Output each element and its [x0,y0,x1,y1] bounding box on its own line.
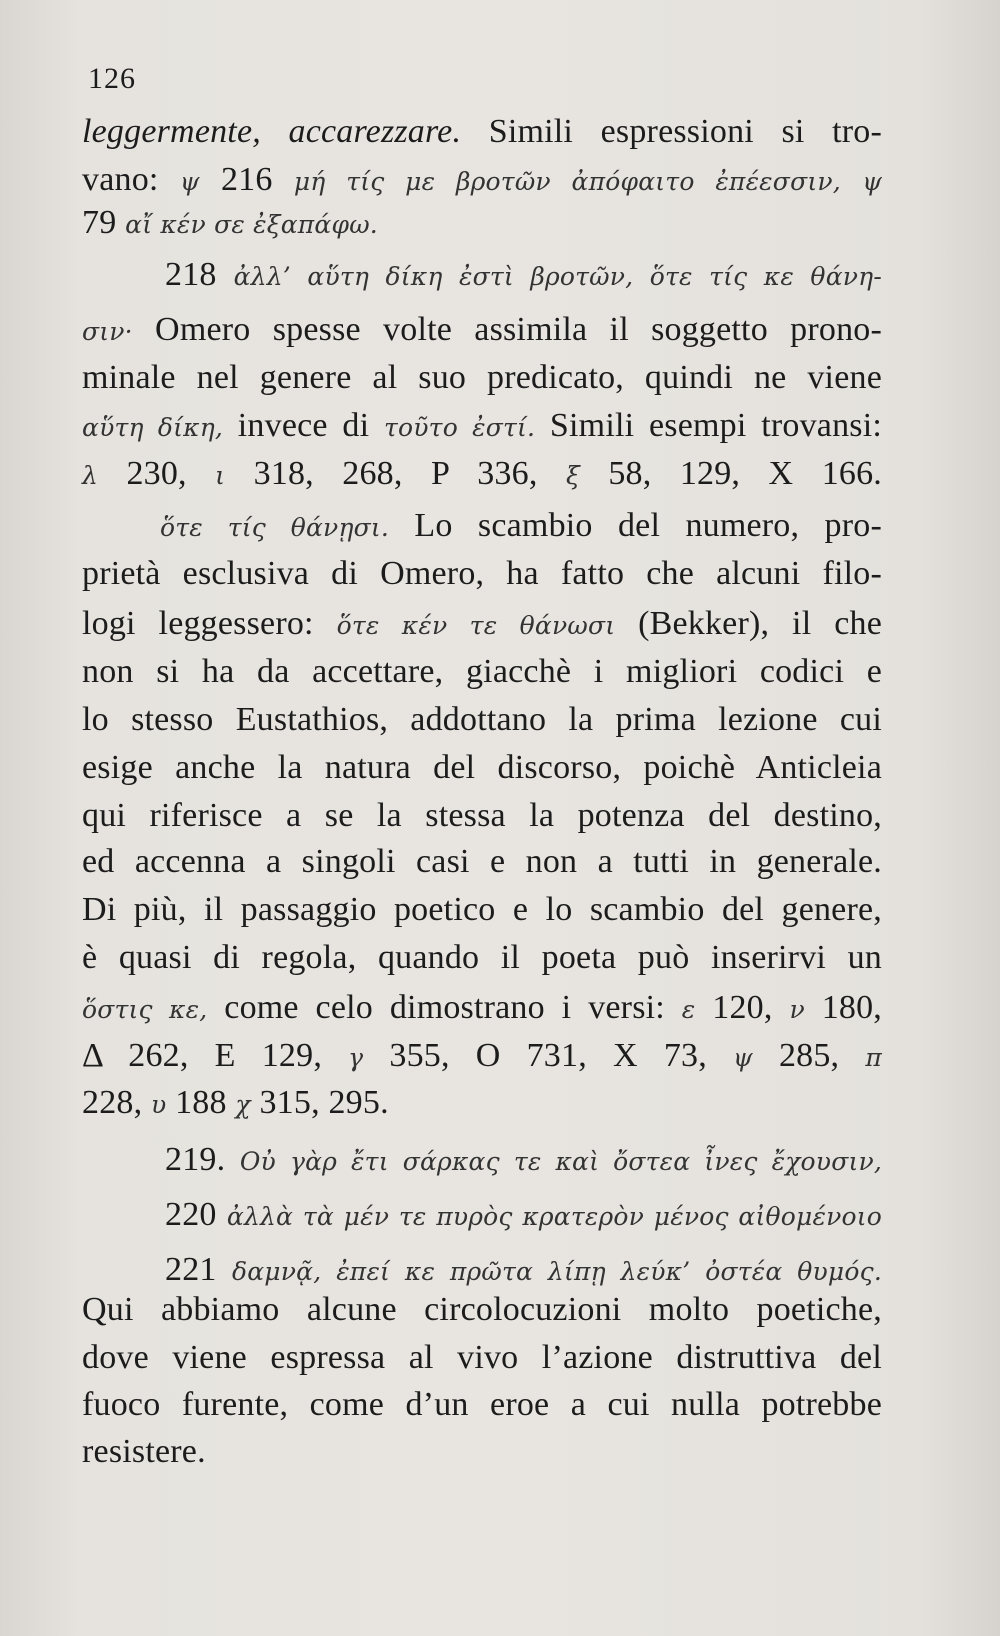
text-line [82,160,882,202]
text-line [82,112,882,152]
text-line [82,1432,882,1472]
text-line [82,938,882,978]
text-segment: 79 [82,204,126,241]
text-line [82,842,882,882]
text-segment: Qui abbiamo alcune circolocuzioni molto poetiche, [82,1291,882,1328]
text-segment: Di più, il passaggio poetico e lo scambio del genere, [82,891,882,928]
italic-text: leggermente, accarezzare. [82,113,462,150]
greek-text: τοῦτο ἐστί. [384,413,536,442]
text-line [82,748,882,788]
text-segment: 228, [82,1084,151,1121]
text-segment: fuoco furente, come d’un eroe a cui nulla potrebbe [82,1386,882,1423]
text-segment: logi leggessero: [82,605,337,642]
text-line [82,1036,882,1078]
greek-text: ὅτε τίς θάνῃσι. [160,513,390,542]
greek-text: π [865,1043,882,1072]
text-segment: Simili esempi trovansi: [535,407,883,444]
greek-text: δαμνᾷ, ἐπεί κε πρῶτα λίπῃ λεύκ’ ὀστέα θυμός. [231,1257,882,1286]
text-segment [841,161,862,198]
greek-text: γ [348,1043,364,1072]
text-line [82,554,882,594]
text-segment: Omero spesse volte assimila il soggetto prono- [132,311,882,348]
text-segment: 315, 295. [250,1084,389,1121]
text-line [165,1250,882,1292]
greek-text: μή τίς με βροτῶν ἀπόφαιτο ἐπέεσσιν, [293,167,841,196]
text-line [82,406,882,448]
greek-text: ἀλλὰ τὰ μέν τε πυρὸς κρατερὸν μένος αἰθομένοιο [226,1202,882,1231]
text-segment: 318, 268, P 336, [225,455,566,492]
text-line [82,890,882,930]
text-segment: Lo scambio del numero, pro- [389,507,882,544]
text-segment: come celo dimostrano i versi: [207,989,682,1026]
text-segment: ed accenna a singoli casi e non a tutti in generale. [82,843,882,880]
greek-text: λ [82,461,99,490]
text-segment: Δ 262, E 129, [82,1037,349,1074]
text-segment: vano: [82,161,180,198]
text-segment: Simili espressioni si tro- [461,113,882,150]
text-line [165,1195,882,1237]
text-segment: 355, O 731, X 73, [363,1037,734,1074]
greek-text: ὅτε κέν τε θάνωσι [336,611,616,640]
text-line [165,1140,882,1182]
greek-text: ἀλλ’ αὕτη δίκη ἐστὶ βροτῶν, ὅτε τίς κε θάνη- [233,262,882,291]
greek-text: σιν· [82,317,133,346]
text-segment: (Bekker), il che [615,605,882,642]
text-line [82,454,882,496]
text-segment: 180, [804,989,882,1026]
text-segment: resistere. [82,1433,206,1470]
text-line [82,310,882,352]
text-segment: esige anche la natura del discorso, poichè Anticleia [82,749,882,786]
text-line [160,506,882,548]
text-line [82,203,882,245]
text-segment: prietà esclusiva di Omero, ha fatto che alcuni filo- [82,555,882,592]
greek-text: αὕτη δίκη, [82,413,224,442]
text-line [82,358,882,398]
text-segment: qui riferisce a se la stessa la potenza del destino, [82,797,882,834]
text-segment: 120, [695,989,790,1026]
text-segment: minale nel genere al suo predicato, quindi ne viene [82,359,882,396]
text-line [82,796,882,836]
text-segment: 219. [165,1141,240,1178]
text-line [165,255,882,297]
text-segment: 230, [98,455,216,492]
text-segment: non si ha da accettare, giacchè i migliori codici e [82,653,882,690]
greek-text: ε [681,995,696,1024]
greek-text: ὅστις κε, [82,995,208,1024]
text-line [82,700,882,740]
text-line [82,652,882,692]
greek-text: ψ [179,167,200,196]
text-segment: 218 [165,256,234,293]
text-line [82,1083,882,1125]
text-segment: dove viene espressa al vivo l’azione distruttiva del [82,1339,882,1376]
text-segment: 220 [165,1196,227,1233]
greek-text: υ [151,1090,167,1119]
text-line [82,1385,882,1425]
text-segment: è quasi di regola, quando il poeta può inserirvi un [82,939,882,976]
text-segment: 216 [199,161,294,198]
text-segment: 188 [166,1084,236,1121]
text-segment: lo stesso Eustathios, addottano la prima lezione cui [82,701,882,738]
greek-text: ι [215,461,226,490]
text-line [82,988,882,1030]
greek-text: Οὐ γὰρ ἔτι σάρκας τε καὶ ὄστεα ἶνες ἔχουσιν, [239,1147,883,1176]
text-line [82,604,882,646]
text-segment: invece di [223,407,384,444]
text-segment: 221 [165,1251,232,1288]
text-segment: 285, [752,1037,866,1074]
greek-text: ν [789,995,805,1024]
greek-text: αἴ κέν σε ἐξαπάφω. [125,210,378,239]
page-number: 126 [88,62,136,95]
greek-text: ψ [862,167,882,196]
greek-text: χ [235,1090,251,1119]
text-segment: 58, 129, X 166. [579,455,882,492]
text-line [82,1290,882,1330]
greek-text: ξ [565,461,580,490]
greek-text: ψ [733,1043,753,1072]
text-line [82,1338,882,1378]
